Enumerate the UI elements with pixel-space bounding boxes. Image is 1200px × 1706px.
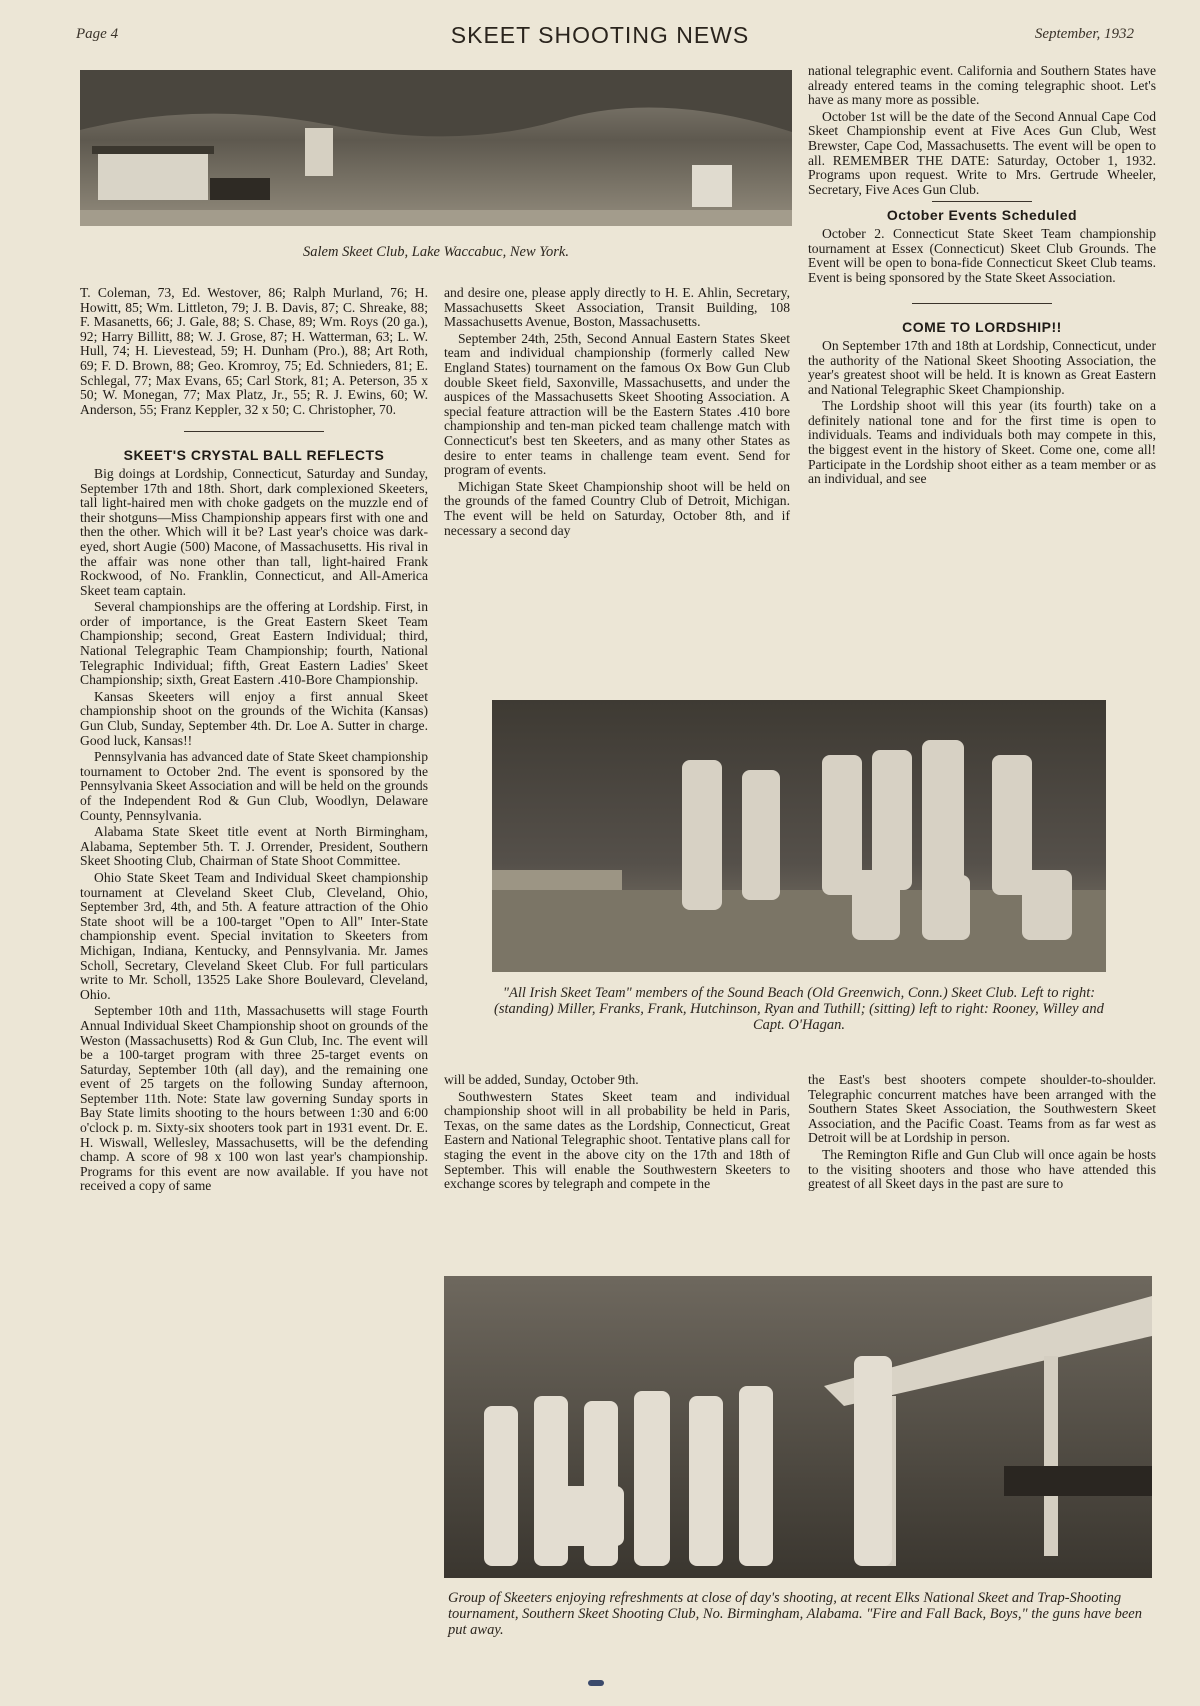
photo-all-irish-skeet-team xyxy=(492,700,1106,972)
photo-all-irish-skeet-team-image xyxy=(492,700,1106,972)
paragraph: Southwestern States Skeet team and individual championship shoot will in all probability be held in Paris, Texas, on the same dates as the Lordship, Connecticut, Great Eastern and National Telegraphic shoot. Tentative plans call for staging the event in the above city on the 17th and 18th of September. This will enable the Southwestern Skeeters to exchange scores by telegraph and compete in the xyxy=(444,1088,790,1192)
paragraph: and desire one, please apply directly to H. E. Ahlin, Secretary, Massachusetts Skeet Association, Transit Building, 108 Massachusetts Avenue, Boston, Massachusetts. xyxy=(444,285,790,330)
page-number: Page 4 xyxy=(76,26,119,42)
paragraph: will be added, Sunday, October 9th. xyxy=(444,1072,639,1087)
paragraph: The Lordship shoot will this year (its fourth) take on a definitely national tone and for the first time is open to individuals. Teams and individuals both may compete in this, the biggest event in the history of Skeet. Come one, come all! Participate in the Lordship shoot either as a team member or as an individual, and see xyxy=(808,398,1156,487)
score-list: T. Coleman, 73, Ed. Westover, 86; Ralph Murland, 76; H. Howitt, 85; Wm. Littleton, 79; J. B. Davis, 87; C. Shreake, 88; F. Masanetts, 66; J. Gale, 88; S. Chase, 89; Wm. Roys (20 ga.), 92; Harry Billitt, 88; W. J. Grose, 87; H. Watterman, 63; L. W. Hull, 74; H. Lievestead, 59; H. Dunham (Pro.), 88; Art Roth, 69; F. D. Brown, 88; Geo. Kromroy, 75; Ed. Schnieders, 81; E. Schlegal, 77; Max Evans, 65; Carl Stork, 81; A. Peterson, 35 x 50; W. Monegan, 77; Max Platz, Jr., 55; R. J. Ewins, 60; W. Anderson, 55; Franz Keppler, 32 x 50; C. Christopher, 70. xyxy=(80,285,428,417)
column-1 xyxy=(80,286,428,1196)
divider xyxy=(912,303,1052,304)
paragraph: On September 17th and 18th at Lordship, Connecticut, under the authority of the National Skeet Shooting Association, the year's greatest shoot will be held. It is known as Great Eastern and National Telegraphic Skeet Championship. xyxy=(808,337,1156,397)
caption-middle-photo: "All Irish Skeet Team" members of the Sound Beach (Old Greenwich, Conn.) Skeet Club. Left to right: (standing) Miller, Franks, Frank, Hutchinson, Ryan and Tuthill; (sitting) left to right: Rooney, Willey and Capt. O'Hagan. xyxy=(494,985,1104,1033)
page-mark xyxy=(588,1680,604,1686)
caption-top-photo: Salem Skeet Club, Lake Waccabuc, New York. xyxy=(303,244,569,260)
caption-bottom-photo: Group of Skeeters enjoying refreshments at close of day's shooting, at recent Elks National Skeet and Trap-Shooting tournament, Southern Skeet Shooting Club, No. Birmingham, Alabama. "Fire and Fall Back, Boys," the guns have been put away. xyxy=(448,1590,1142,1638)
paragraph: Ohio State Skeet Team and Individual Skeet championship tournament at Cleveland Skeet Club, Cleveland, Ohio, September 3rd, 4th, and 5th. A feature attraction of the Ohio State shoot will be a 100-target "Open to All" Inter-State championship event. Special invitation to Skeeters from Michigan, Indiana, Kentucky, and Pennsylvania. Mr. James Scholl, Secretary, Cleveland Skeet Club. For full particulars write to Mr. Scholl, 13525 Lake Shore Boulevard, Cleveland, Ohio. xyxy=(80,869,428,1002)
paragraph: Kansas Skeeters will enjoy a first annual Skeet championship shoot on the grounds of the Wichita (Kansas) Gun Club, Sunday, September 4th. Dr. Loe A. Sutter in charge. Good luck, Kansas!! xyxy=(80,688,428,748)
paragraph: October 1st will be the date of the Second Annual Cape Cod Skeet Championship event at Five Aces Gun Club, West Brewster, Cape Cod, Massachusetts. The event will be open to all. REMEMBER THE DATE: Saturday, October 1, 1932. Programs upon request. Write to Mrs. Gertrude Wheeler, Secretary, Five Aces Gun Club. xyxy=(808,108,1156,197)
paragraph: Big doings at Lordship, Connecticut, Saturday and Sunday, September 17th and 18th. Short, dark complexioned Skeeters, tall light-haired men with choke gadgets on the muzzle end of their shotguns—Miss Championship appears first with one and then the other. Which will it be? Last year's choice was dark-eyed, short Augie (500) Macone, of Massachusetts. His rival in the affair was none other than tall, light-haired Frank Rockwood, of No. Franklin, Connecticut, and All-America Skeet team captain. xyxy=(80,465,428,598)
heading-come-to-lordship: COME TO LORDSHIP!! xyxy=(902,319,1062,336)
divider xyxy=(932,201,1032,202)
issue-date: September, 1932 xyxy=(1034,26,1134,42)
photo-salem-skeet-club xyxy=(80,70,792,226)
photo-group-of-skeeters-image xyxy=(444,1276,1152,1578)
column-2-upper xyxy=(444,286,790,540)
column-2-lower xyxy=(444,1073,790,1194)
heading-crystal-ball: SKEET'S CRYSTAL BALL REFLECTS xyxy=(123,447,385,464)
paragraph: October 2. Connecticut State Skeet Team championship tournament at Essex (Connecticut) Skeet Club Grounds. The Event will be open to bona-fide Connecticut Skeet Club teams. Event is being sponsored by the State Skeet Association. xyxy=(808,225,1156,285)
paragraph: The Remington Rifle and Gun Club will once again be hosts to the visiting shooters and those who have attended this greatest of all Skeet days in the past are sure to xyxy=(808,1146,1156,1192)
column-3-upper xyxy=(808,64,1156,489)
photo-salem-skeet-club-image xyxy=(80,70,792,226)
divider xyxy=(184,431,324,432)
paragraph: the East's best shooters compete shoulder-to-shoulder. Telegraphic concurrent matches have been arranged with the Southern States Skeet Association, the Southwestern Skeet Association, and the Pacific Coast. Teams from as far west as Detroit will be at Lordship in person. xyxy=(808,1072,1156,1146)
paragraph: Several championships are the offering at Lordship. First, in order of importance, is the Great Eastern Skeet Team Championship; second, Great Eastern Individual; third, National Telegraphic Team Championship; fourth, National Telegraphic Individual; fifth, Great Eastern Ladies' Skeet Championship; sixth, Great Eastern .410-Bore Championship. xyxy=(80,599,428,688)
paragraph: national telegraphic event. California and Southern States have already entered teams in the coming telegraphic shoot. Let's have as many more as possible. xyxy=(808,63,1156,108)
paragraph: September 10th and 11th, Massachusetts will stage Fourth Annual Individual Skeet Championship shoot on grounds of the Weston (Massachusetts) Rod & Gun Club, Inc. The event will be a 100-target program with three 25-target events on Saturday, September 10th (all day), and the remaining one event of 25 targets on the following Sunday afternoon, September 11th. Note: State law governing Sunday sports in Bay State limits shooting to the hours between 1:30 and 6:00 o'clock p. m. Sixty-six shooters took part in 1931 event. Dr. E. H. Wiswall, Wellesley, Massachusetts, will be the defending champ. A score of 98 x 100 won last year's championship. Programs for this event are now available. If you have not received a copy of same xyxy=(80,1003,428,1194)
paragraph: September 24th, 25th, Second Annual Eastern States Skeet team and individual championship (formerly called New England States) tournament on the famous Ox Bow Gun Club double Skeet field, Saxonville, Massachusetts, and under the auspices of the Massachusetts Skeet Shooting Association. A special feature attraction will be the Eastern States .410 bore championship and ten-man picked team challenge match with Connecticut's best ten Skeeters, and as many other States as desire to enter teams in challenge team event. Send for program of events. xyxy=(444,330,790,478)
paragraph: Pennsylvania has advanced date of State Skeet championship tournament to October 2nd. The event is sponsored by the Pennsylvania Skeet Association and will be held on the grounds of the Independent Rod & Gun Club, Woodlyn, Delaware County, Pennsylvania. xyxy=(80,749,428,823)
paragraph: Alabama State Skeet title event at North Birmingham, Alabama, September 5th. T. J. Orrender, President, Southern Skeet Shooting Club, Chairman of State Shoot Committee. xyxy=(80,824,428,869)
photo-group-of-skeeters xyxy=(444,1276,1152,1578)
publication-title: SKEET SHOOTING NEWS xyxy=(450,22,750,48)
column-3-lower xyxy=(808,1073,1156,1194)
heading-october-events: October Events Scheduled xyxy=(886,207,1078,224)
paragraph: Michigan State Skeet Championship shoot will be held on the grounds of the famed Country Club of Detroit, Michigan. The event will be held on Saturday, October 8th, and if necessary a second day xyxy=(444,478,790,538)
